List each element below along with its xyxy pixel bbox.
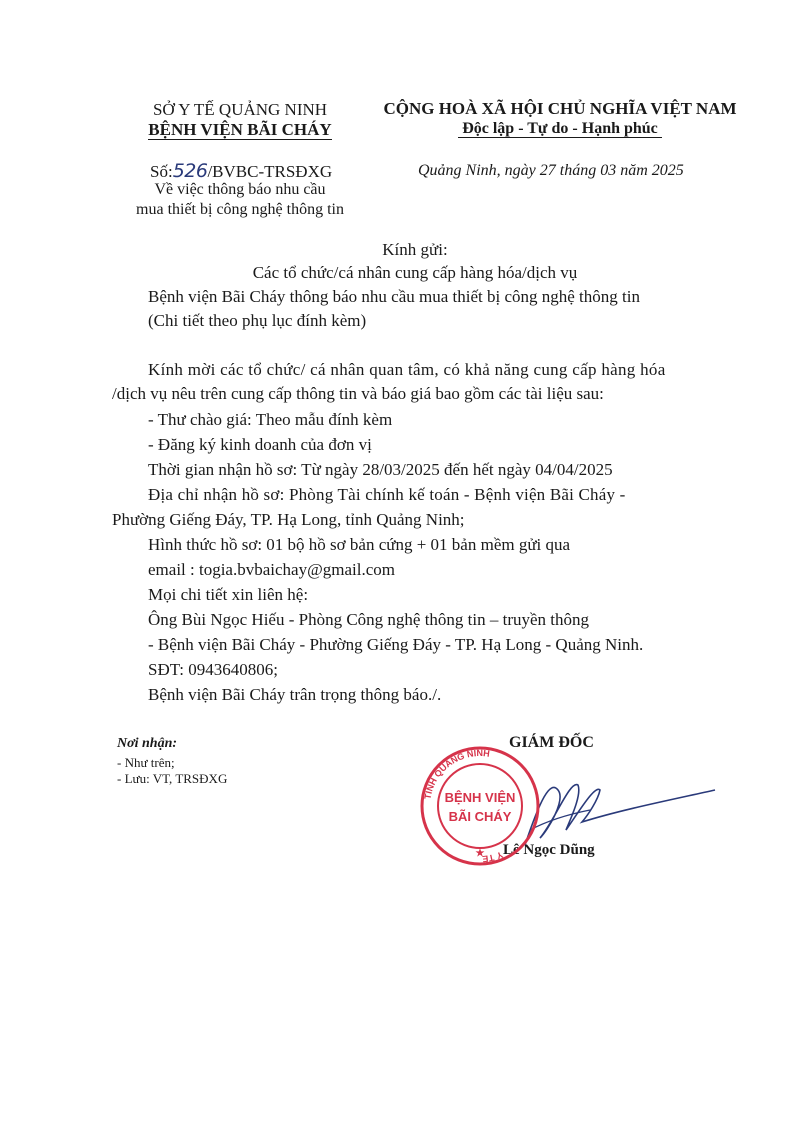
stamp-star-icon: ★ xyxy=(475,848,485,859)
document-number xyxy=(150,160,332,182)
paragraph-1-line-1: Kính mời các tổ chức/ cá nhân quan tâm, có khả năng cung cấp hàng hóa xyxy=(148,360,666,379)
place-date: Quảng Ninh, ngày 27 tháng 03 năm 2025 xyxy=(418,162,684,179)
form-line-1: Hình thức hồ sơ: 01 bộ hồ sơ bản cứng + 01 bản mềm gửi qua xyxy=(148,535,571,554)
signature-stroke xyxy=(525,785,715,845)
phone-line: SĐT: 0943640806; xyxy=(148,660,278,679)
document-number-handwritten: 526 xyxy=(172,160,208,182)
list-item-2: - Đăng ký kinh doanh của đơn vị xyxy=(148,435,372,454)
recipient-2: - Lưu: VT, TRSĐXG xyxy=(117,771,228,786)
country-name: CỘNG HOÀ XÃ HỘI CHỦ NGHĨA VIỆT NAM xyxy=(383,99,737,118)
form-line-2: email : togia.bvbaichay@gmail.com xyxy=(148,560,395,579)
stamp-line-1: BỆNH VIỆN xyxy=(444,790,516,805)
closing-line: Bệnh viện Bãi Cháy trân trọng thông báo./. xyxy=(148,685,442,704)
contact-line-1: Ông Bùi Ngọc Hiếu - Phòng Công nghệ thông tin – truyền thông xyxy=(148,610,590,629)
list-item-1: - Thư chào giá: Theo mẫu đính kèm xyxy=(148,410,393,429)
subject-line-2: mua thiết bị công nghệ thông tin xyxy=(136,201,344,218)
hospital-name-text: BỆNH VIỆN BÃI CHÁY xyxy=(148,120,332,139)
recipients-label: Nơi nhận: xyxy=(117,736,178,751)
document-number-suffix: /BVBC-TRSĐXG xyxy=(207,162,333,181)
signer-name: Lê Ngọc Dũng xyxy=(503,842,595,858)
stamp-line-2: BÃI CHÁY xyxy=(448,809,512,824)
intro-line: Bệnh viện Bãi Cháy thông báo nhu cầu mua thiết bị công nghệ thông tin xyxy=(148,287,640,306)
subject-line-1: Về việc thông báo nhu cầu xyxy=(154,181,326,198)
document-number-prefix: Số: xyxy=(150,162,173,181)
address-line-2: Phường Giếng Đáy, TP. Hạ Long, tỉnh Quảng Ninh; xyxy=(112,510,465,529)
contact-line-2: - Bệnh viện Bãi Cháy - Phường Giếng Đáy - TP. Hạ Long - Quảng Ninh. xyxy=(148,635,644,654)
recipient-1: - Như trên; xyxy=(117,755,175,770)
recipients-line: Các tổ chức/cá nhân cung cấp hàng hóa/dịch vụ xyxy=(252,263,578,282)
greeting: Kính gửi: xyxy=(382,240,448,259)
hospital-stamp xyxy=(418,744,542,868)
stamp-ring-text: TỈNH QUẢNG NINH xyxy=(422,747,491,801)
agency-name: SỞ Y TẾ QUẢNG NINH xyxy=(152,100,328,119)
stamp-ring-letters: Y TẾ xyxy=(481,849,505,865)
paragraph-1-line-2: /dịch vụ nêu trên cung cấp thông tin và báo giá bao gồm các tài liệu sau: xyxy=(112,384,604,403)
address-line-1: Địa chỉ nhận hồ sơ: Phòng Tài chính kế toán - Bệnh viện Bãi Cháy - xyxy=(148,485,626,504)
motto xyxy=(370,120,750,138)
signer-title: GIÁM ĐỐC xyxy=(509,734,594,751)
stamp-inner-ring xyxy=(438,764,522,848)
time-line: Thời gian nhận hồ sơ: Từ ngày 28/03/2025 đến hết ngày 04/04/2025 xyxy=(148,460,613,479)
motto-text: Độc lập - Tự do - Hạnh phúc xyxy=(458,120,662,138)
detail-line: (Chi tiết theo phụ lục đính kèm) xyxy=(148,311,367,330)
contact-intro: Mọi chi tiết xin liên hệ: xyxy=(148,585,309,604)
hospital-name xyxy=(120,120,360,140)
